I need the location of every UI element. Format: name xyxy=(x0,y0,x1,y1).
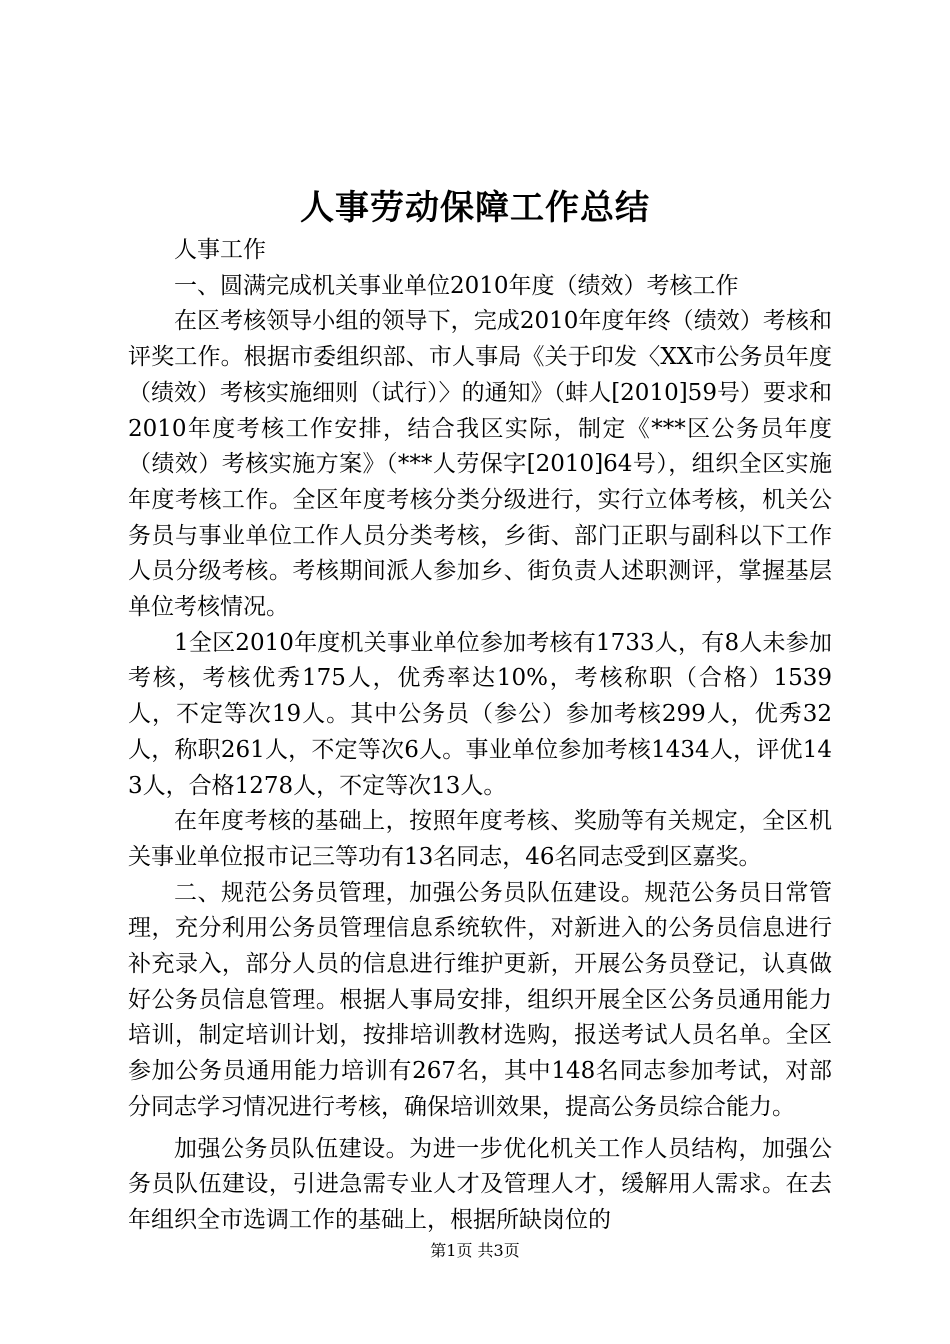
paragraph: 在年度考核的基础上，按照年度考核、奖励等有关规定，全区机关事业单位报市记三等功有13名同志，46名同志受到区嘉奖。 xyxy=(128,808,832,870)
document-body xyxy=(128,233,832,1239)
section-label: 人事工作 xyxy=(174,237,266,263)
paragraph: 加强公务员队伍建设。为进一步优化机关工作人员结构，加强公务员队伍建设，引进急需专业人才及管理人才，缓解用人需求。在去年组织全市选调工作的基础上，根据所缺岗位的 xyxy=(128,1135,832,1233)
section-heading-1: 一、圆满完成机关事业单位2010年度（绩效）考核工作 xyxy=(174,272,739,299)
paragraph: 二、规范公务员管理，加强公务员队伍建设。规范公务员日常管理，充分利用公务员管理信息系统软件，对新进入的公务员信息进行补充录入，部分人员的信息进行维护更新，开展公务员登记，认真做好公务员信息管理。根据人事局安排，组织开展全区公务员通用能力培训，制定培训计划，按排培训教材选购，报送考试人员名单。全区参加公务员通用能力培训有267名，其中148名同志参加考试，对部分同志学习情况进行考核，确保培训效果，提高公务员综合能力。 xyxy=(128,879,832,1120)
paragraph: 1全区2010年度机关事业单位参加考核有1733人，有8人未参加考核，考核优秀175人，优秀率达10%，考核称职（合格）1539人，不定等次19人。其中公务员（参公）参加考核299人，优秀32人，称职261人，不定等次6人。事业单位参加考核1434人，评优143人，合格1278人，不定等次13人。 xyxy=(128,629,832,799)
paragraph: 在区考核领导小组的领导下，完成2010年度年终（绩效）考核和评奖工作。根据市委组织部、市人事局《关于印发〈XX市公务员年度（绩效）考核实施细则（试行）〉的通知》（蚌人[2010]59号）要求和2010年度考核工作安排，结合我区实际，制定《***区公务员年度（绩效）考核实施方案》（***人劳保字[2010]64号），组织全区实施年度考核工作。全区年度考核分类分级进行，实行立体考核，机关公务员与事业单位工作人员分类考核，乡街、部门正职与副科以下工作人员分级考核。考核期间派人参加乡、街负责人述职测评，掌握基层单位考核情况。 xyxy=(128,308,832,621)
page-footer: 第1页 共3页 xyxy=(430,1241,520,1260)
document-title: 人事劳动保障工作总结 xyxy=(300,188,650,228)
